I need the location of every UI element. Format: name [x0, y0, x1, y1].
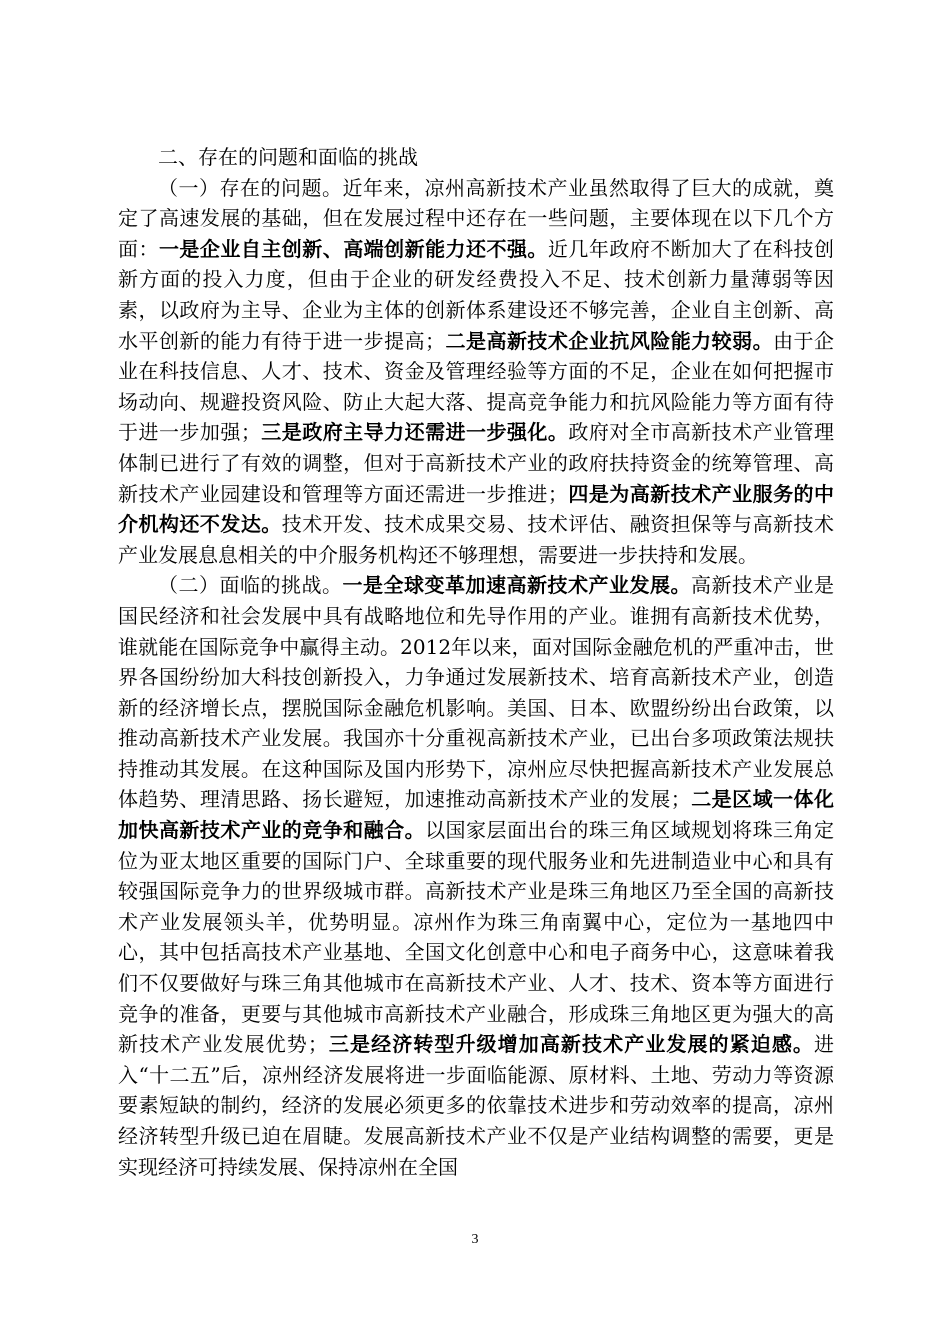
page-content: [118, 142, 834, 1182]
bold-point-1: 一是企业自主创新、高端创新能力还不强。: [158, 236, 548, 261]
section-heading: 二、存在的问题和面临的挑战: [158, 145, 418, 169]
text-run: 进入“十二五”后，凉州经济发展将进一步面临能源、原材料、土地、劳动力等资源要素短缺的制约，经济的发展必须更多的依靠技术进步和劳动效率的提高，凉州经济转型升级已迫在眉睫。发展高新技术产业不仅是产业结构调整的需要，更是实现经济可持续发展、保持凉州在全国: [118, 1032, 835, 1179]
text-run: 近几年政府不断加大了在科技创新方面的投入力度，但由于企业的研发经费投入不足、技术创新力量薄弱等因素，以政府为主导、企业为主体的创新体系建设还不够完善，企业自主创新、高水平创新的能力有待于进一步提高；: [118, 236, 835, 353]
bold-point-2: 二是高新技术企业抗风险能力较弱。: [445, 328, 774, 353]
bold-point-4: 四是为高新技术产业服务的中介机构还不发达。: [118, 481, 835, 537]
paragraph-existing-problems: [118, 173, 834, 571]
bold-challenge-2: 二是区域一体化加快高新技术产业的竞争和融合。: [118, 787, 835, 843]
text-run: 由于企业在科技信息、人才、技术、资金及管理经验等方面的不足，企业在如何把握市场动向、规避投资风险、防止大起大落、提高竞争能力和抗风险能力等方面有待于进一步加强；: [118, 328, 835, 445]
text-run: 技术开发、技术成果交易、技术评估、融资担保等与高新技术产业发展息息相关的中介服务机构还不够理想，需要进一步扶持和发展。: [118, 512, 835, 567]
text-run: 高新技术产业是国民经济和社会发展中具有战略地位和先导作用的产业。谁拥有高新技术优势，谁就能在国际竞争中赢得主动。2012年以来，面对国际金融危机的严重冲击，世界各国纷纷加大科技创新投入，力争通过发展新技术、培育高新技术产业，创造新的经济增长点，摆脱国际金融危机影响。美国、日本、欧盟纷纷出台政策，以推动高新技术产业发展。我国亦十分重视高新技术产业，已出台多项政策法规扶持推动其发展。在这种国际及国内形势下，凉州应尽快把握高新技术产业发展总体趋势、理清思路、扬长避短，加速推动高新技术产业的发展；: [118, 573, 834, 812]
text-run: 以国家层面出台的珠三角区域规划将珠三角定位为亚太地区重要的国际门户、全球重要的现代服务业和先进制造业中心和具有较强国际竞争力的世界级城市群。高新技术产业是珠三角地区乃至全国的高新技术产业发展领头羊，优势明显。凉州作为珠三角南翼中心，定位为一基地四中心，其中包括高技术产业基地、全国文化创意中心和电子商务中心，这意味着我们不仅要做好与珠三角其他城市在高新技术产业、人才、技术、资本等方面进行竞争的准备，更要与其他城市高新技术产业融合，形成珠三角地区更为强大的高新技术产业发展优势；: [118, 818, 835, 1057]
text-run: （一）存在的问题。近年来，凉州高新技术产业虽然取得了巨大的成就，奠定了高速发展的基础，但在发展过程中还存在一些问题，主要体现在以下几个方面：: [118, 175, 834, 261]
page-number: 3: [471, 1232, 479, 1247]
text-run: 政府对全市高新技术产业管理体制已进行了有效的调整，但对于高新技术产业的政府扶持资金的统筹管理、高新技术产业园建设和管理等方面还需进一步推进；: [118, 420, 835, 506]
bold-challenge-3: 三是经济转型升级增加高新技术产业发展的紧迫感。: [327, 1032, 815, 1057]
bold-point-3: 三是政府主导力还需进一步强化。: [260, 420, 569, 445]
paragraph-challenges: [118, 570, 834, 1182]
text-run: （二）面临的挑战。: [158, 573, 343, 598]
bold-challenge-1: 一是全球变革加速高新技术产业发展。: [342, 573, 691, 598]
